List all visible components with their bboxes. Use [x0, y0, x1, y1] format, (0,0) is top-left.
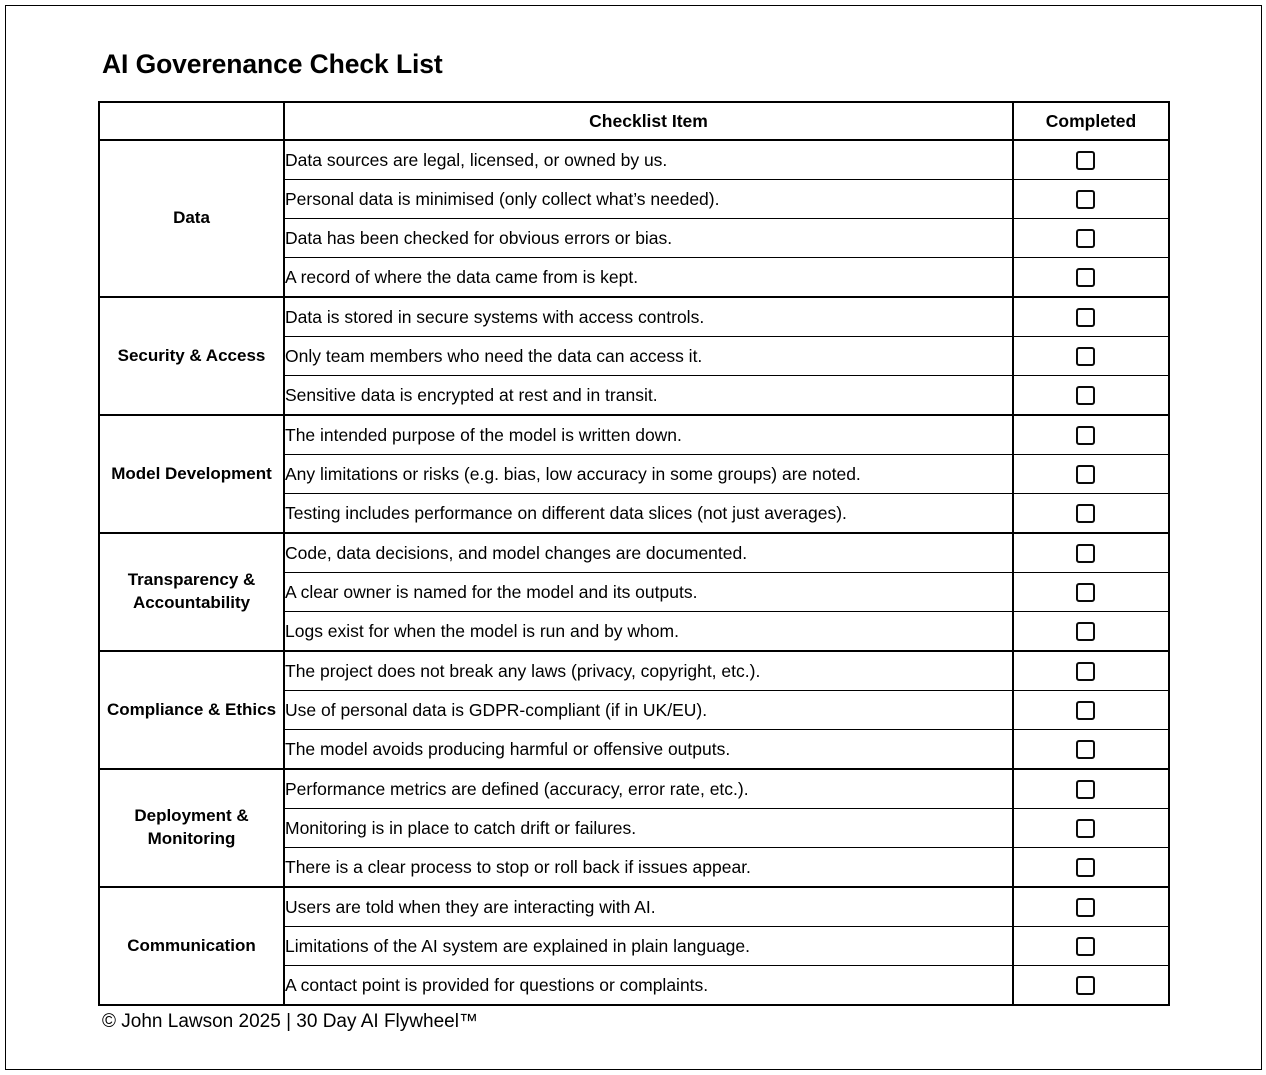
checkbox-icon[interactable]: [1076, 976, 1095, 995]
checklist-item-text: Performance metrics are defined (accuracy, error rate, etc.).: [284, 769, 1013, 809]
completed-cell[interactable]: [1013, 769, 1169, 809]
section-label: Security & Access: [99, 297, 284, 415]
governance-checklist-table: [98, 101, 1170, 1006]
section-label: Deployment & Monitoring: [99, 769, 284, 887]
checkbox-icon[interactable]: [1076, 151, 1095, 170]
section-label: Compliance & Ethics: [99, 651, 284, 769]
completed-cell[interactable]: [1013, 612, 1169, 652]
table-row: [99, 415, 1169, 455]
checklist-item-text: Personal data is minimised (only collect what’s needed).: [284, 180, 1013, 219]
checkbox-icon[interactable]: [1076, 268, 1095, 287]
checklist-item-text: Data sources are legal, licensed, or owned by us.: [284, 140, 1013, 180]
completed-cell[interactable]: [1013, 887, 1169, 927]
checklist-item-text: The project does not break any laws (privacy, copyright, etc.).: [284, 651, 1013, 691]
table-body: [99, 140, 1169, 1005]
checklist-item-text: Limitations of the AI system are explained in plain language.: [284, 927, 1013, 966]
checklist-item-text: There is a clear process to stop or roll back if issues appear.: [284, 848, 1013, 888]
checklist-item-text: Testing includes performance on different data slices (not just averages).: [284, 494, 1013, 534]
checklist-item-text: Code, data decisions, and model changes are documented.: [284, 533, 1013, 573]
completed-cell[interactable]: [1013, 809, 1169, 848]
checkbox-icon[interactable]: [1076, 386, 1095, 405]
completed-cell[interactable]: [1013, 730, 1169, 770]
checkbox-icon[interactable]: [1076, 780, 1095, 799]
checklist-item-text: Data has been checked for obvious errors or bias.: [284, 219, 1013, 258]
table-row: [99, 297, 1169, 337]
table-row: [99, 769, 1169, 809]
completed-cell[interactable]: [1013, 573, 1169, 612]
completed-cell[interactable]: [1013, 651, 1169, 691]
checkbox-icon[interactable]: [1076, 308, 1095, 327]
checklist-item-text: Sensitive data is encrypted at rest and in transit.: [284, 376, 1013, 416]
completed-cell[interactable]: [1013, 180, 1169, 219]
completed-cell[interactable]: [1013, 455, 1169, 494]
completed-cell[interactable]: [1013, 337, 1169, 376]
section-label: Data: [99, 140, 284, 297]
checkbox-icon[interactable]: [1076, 858, 1095, 877]
checkbox-icon[interactable]: [1076, 898, 1095, 917]
checkbox-icon[interactable]: [1076, 622, 1095, 641]
checklist-item-text: A contact point is provided for questions or complaints.: [284, 966, 1013, 1006]
checkbox-icon[interactable]: [1076, 740, 1095, 759]
completed-cell[interactable]: [1013, 966, 1169, 1006]
completed-cell[interactable]: [1013, 376, 1169, 416]
table-row: [99, 140, 1169, 180]
completed-cell[interactable]: [1013, 533, 1169, 573]
page-title: AI Goverenance Check List: [102, 48, 443, 79]
section-label: Model Development: [99, 415, 284, 533]
checklist-item-text: A clear owner is named for the model and its outputs.: [284, 573, 1013, 612]
checklist-item-text: Any limitations or risks (e.g. bias, low accuracy in some groups) are noted.: [284, 455, 1013, 494]
checkbox-icon[interactable]: [1076, 701, 1095, 720]
column-header-section: [99, 102, 284, 140]
checklist-item-text: Users are told when they are interacting with AI.: [284, 887, 1013, 927]
table-row: [99, 887, 1169, 927]
checklist-item-text: The model avoids producing harmful or offensive outputs.: [284, 730, 1013, 770]
checklist-item-text: Logs exist for when the model is run and by whom.: [284, 612, 1013, 652]
checklist-item-text: The intended purpose of the model is written down.: [284, 415, 1013, 455]
checkbox-icon[interactable]: [1076, 229, 1095, 248]
checkbox-icon[interactable]: [1076, 465, 1095, 484]
completed-cell[interactable]: [1013, 691, 1169, 730]
section-label: Communication: [99, 887, 284, 1005]
column-header-checklist-item: Checklist Item: [284, 102, 1013, 140]
checklist-item-text: Data is stored in secure systems with access controls.: [284, 297, 1013, 337]
checkbox-icon[interactable]: [1076, 426, 1095, 445]
checkbox-icon[interactable]: [1076, 347, 1095, 366]
completed-cell[interactable]: [1013, 219, 1169, 258]
checklist-item-text: A record of where the data came from is kept.: [284, 258, 1013, 298]
table-header: [99, 102, 1169, 140]
checkbox-icon[interactable]: [1076, 544, 1095, 563]
checkbox-icon[interactable]: [1076, 190, 1095, 209]
completed-cell[interactable]: [1013, 297, 1169, 337]
table-row: [99, 651, 1169, 691]
checklist-item-text: Monitoring is in place to catch drift or failures.: [284, 809, 1013, 848]
completed-cell[interactable]: [1013, 140, 1169, 180]
checkbox-icon[interactable]: [1076, 819, 1095, 838]
copyright-footer: © John Lawson 2025 | 30 Day AI Flywheel™: [102, 1011, 478, 1032]
checklist-item-text: Only team members who need the data can access it.: [284, 337, 1013, 376]
checkbox-icon[interactable]: [1076, 504, 1095, 523]
checkbox-icon[interactable]: [1076, 583, 1095, 602]
checklist-item-text: Use of personal data is GDPR-compliant (if in UK/EU).: [284, 691, 1013, 730]
table-row: [99, 533, 1169, 573]
completed-cell[interactable]: [1013, 927, 1169, 966]
completed-cell[interactable]: [1013, 415, 1169, 455]
checkbox-icon[interactable]: [1076, 937, 1095, 956]
completed-cell[interactable]: [1013, 494, 1169, 534]
section-label: Transparency & Accountability: [99, 533, 284, 651]
checkbox-icon[interactable]: [1076, 662, 1095, 681]
completed-cell[interactable]: [1013, 258, 1169, 298]
table-header-row: [99, 102, 1169, 140]
completed-cell[interactable]: [1013, 848, 1169, 888]
column-header-completed: Completed: [1013, 102, 1169, 140]
